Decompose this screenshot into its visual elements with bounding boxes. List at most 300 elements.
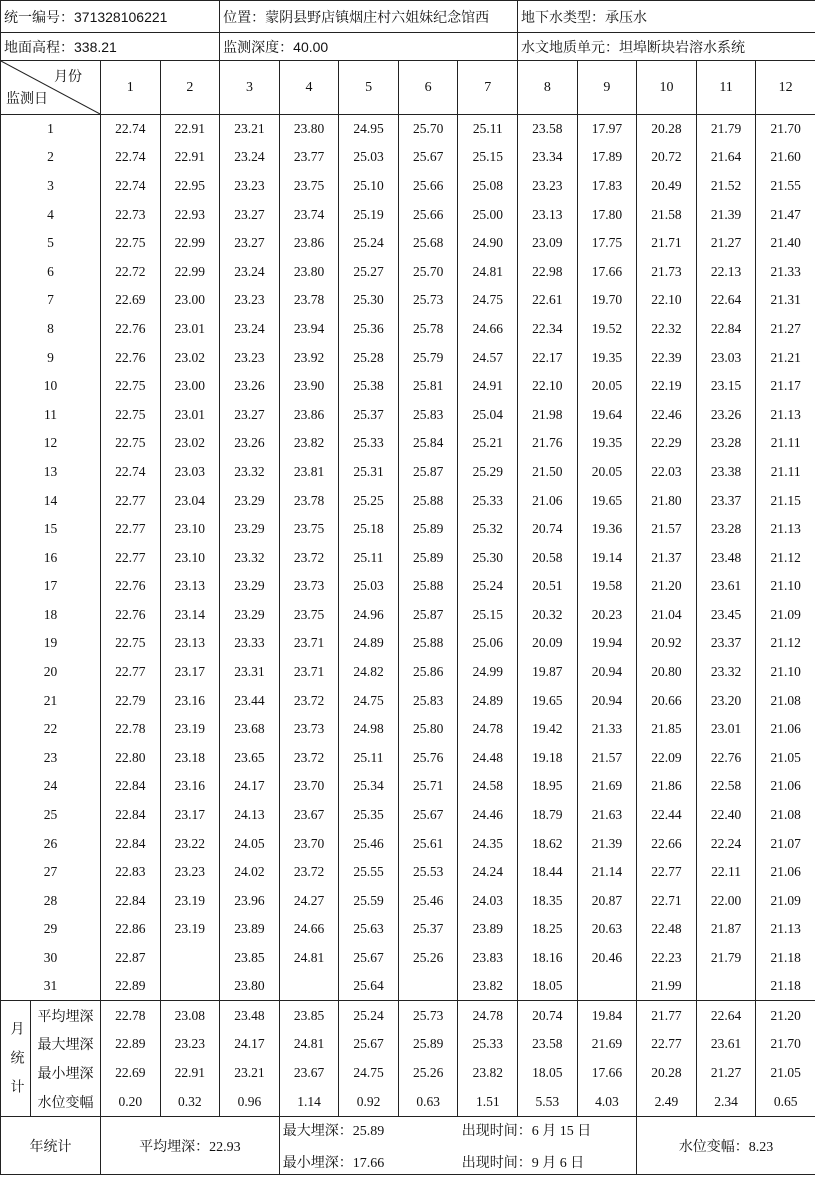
stat-value-cell: 1.14 — [279, 1088, 339, 1117]
table-row — [1, 400, 815, 429]
day-number-cell: 30 — [1, 944, 101, 973]
stat-value-cell: 22.64 — [696, 1001, 756, 1030]
depth-value-cell: 22.75 — [101, 229, 161, 258]
depth-value-cell: 23.17 — [160, 658, 220, 687]
depth-value-cell: 22.76 — [101, 315, 161, 344]
stat-value-cell: 25.67 — [339, 1030, 399, 1059]
depth-value-cell — [279, 972, 339, 1001]
depth-value-cell: 23.02 — [160, 343, 220, 372]
month-header: 6 — [398, 61, 458, 115]
ground-elevation: 地面高程：338.21 — [1, 33, 220, 61]
table-row — [1, 744, 815, 773]
depth-value-cell: 23.26 — [220, 372, 280, 401]
depth-value-cell: 23.04 — [160, 486, 220, 515]
groundwater-type: 地下水类型：承压水 — [518, 1, 815, 33]
depth-value-cell: 20.72 — [637, 143, 697, 172]
depth-value-cell: 25.38 — [339, 372, 399, 401]
depth-value-cell: 22.09 — [637, 744, 697, 773]
depth-value-cell: 23.01 — [696, 715, 756, 744]
depth-value-cell: 22.10 — [637, 286, 697, 315]
depth-value-cell: 20.09 — [518, 629, 578, 658]
stat-value-cell: 21.20 — [756, 1001, 815, 1030]
depth-value-cell — [398, 972, 458, 1001]
stat-row-label: 平均埋深 — [31, 1001, 101, 1030]
depth-value-cell: 22.64 — [696, 286, 756, 315]
depth-value-cell: 23.86 — [279, 229, 339, 258]
annual-mean-depth: 平均埋深：22.93 — [101, 1117, 280, 1175]
depth-value-cell: 20.58 — [518, 543, 578, 572]
depth-value-cell: 22.17 — [518, 343, 578, 372]
depth-value-cell: 21.13 — [756, 915, 815, 944]
depth-value-cell: 23.85 — [220, 944, 280, 973]
depth-value-cell: 23.29 — [220, 486, 280, 515]
depth-value-cell: 24.48 — [458, 744, 518, 773]
depth-value-cell: 22.72 — [101, 257, 161, 286]
depth-value-cell: 20.05 — [577, 372, 637, 401]
depth-value-cell: 23.23 — [518, 172, 578, 201]
depth-value-cell: 23.31 — [220, 658, 280, 687]
depth-value-cell: 21.12 — [756, 543, 815, 572]
depth-value-cell: 21.63 — [577, 801, 637, 830]
depth-value-cell: 22.74 — [101, 172, 161, 201]
depth-value-cell: 20.92 — [637, 629, 697, 658]
day-number-cell: 5 — [1, 229, 101, 258]
day-number-cell: 13 — [1, 458, 101, 487]
depth-value-cell: 25.03 — [339, 143, 399, 172]
depth-value-cell: 24.46 — [458, 801, 518, 830]
annual-max-time: 出现时间：6 月 15 日 — [461, 1123, 592, 1139]
day-number-cell: 29 — [1, 915, 101, 944]
depth-value-cell: 21.13 — [756, 400, 815, 429]
depth-value-cell: 19.52 — [577, 315, 637, 344]
table-row — [1, 629, 815, 658]
table-row — [1, 658, 815, 687]
depth-value-cell: 25.71 — [398, 772, 458, 801]
day-number-cell: 20 — [1, 658, 101, 687]
depth-value-cell: 22.98 — [518, 257, 578, 286]
day-number-cell: 17 — [1, 572, 101, 601]
depth-value-cell: 21.76 — [518, 429, 578, 458]
depth-value-cell: 25.46 — [339, 829, 399, 858]
depth-value-cell: 22.66 — [637, 829, 697, 858]
column-header-row — [1, 61, 815, 115]
depth-value-cell: 21.06 — [756, 772, 815, 801]
depth-value-cell: 22.00 — [696, 887, 756, 916]
depth-value-cell: 23.90 — [279, 372, 339, 401]
depth-value-cell: 22.84 — [101, 801, 161, 830]
depth-value-cell: 22.74 — [101, 143, 161, 172]
depth-value-cell: 20.51 — [518, 572, 578, 601]
table-row — [1, 601, 815, 630]
month-header: 8 — [518, 61, 578, 115]
depth-value-cell: 20.49 — [637, 172, 697, 201]
depth-value-cell: 25.27 — [339, 257, 399, 286]
depth-value-cell: 25.15 — [458, 601, 518, 630]
table-row — [1, 515, 815, 544]
depth-value-cell: 20.94 — [577, 686, 637, 715]
depth-value-cell: 22.99 — [160, 229, 220, 258]
depth-value-cell: 25.70 — [398, 257, 458, 286]
depth-value-cell: 23.67 — [279, 801, 339, 830]
depth-value-cell: 22.77 — [101, 486, 161, 515]
depth-value-cell: 25.89 — [398, 515, 458, 544]
depth-value-cell: 21.40 — [756, 229, 815, 258]
depth-value-cell: 25.28 — [339, 343, 399, 372]
depth-value-cell: 23.80 — [279, 257, 339, 286]
day-number-cell: 10 — [1, 372, 101, 401]
day-number-cell: 31 — [1, 972, 101, 1001]
depth-value-cell: 21.55 — [756, 172, 815, 201]
depth-value-cell: 22.95 — [160, 172, 220, 201]
depth-value-cell — [160, 972, 220, 1001]
depth-value-cell: 23.86 — [279, 400, 339, 429]
depth-value-cell: 25.34 — [339, 772, 399, 801]
day-number-cell: 3 — [1, 172, 101, 201]
table-row — [1, 143, 815, 172]
stat-value-cell: 21.70 — [756, 1030, 815, 1059]
stat-value-cell: 0.96 — [220, 1088, 280, 1117]
monthly-stats-group — [1, 1001, 31, 1117]
table-row — [1, 543, 815, 572]
depth-value-cell: 25.37 — [398, 915, 458, 944]
stat-value-cell: 22.89 — [101, 1030, 161, 1059]
depth-value-cell: 21.18 — [756, 972, 815, 1001]
depth-value-cell: 25.81 — [398, 372, 458, 401]
table-row — [1, 887, 815, 916]
stat-value-cell: 23.21 — [220, 1059, 280, 1088]
depth-value-cell: 20.66 — [637, 686, 697, 715]
depth-value-cell: 21.15 — [756, 486, 815, 515]
depth-value-cell: 21.85 — [637, 715, 697, 744]
day-number-cell: 14 — [1, 486, 101, 515]
depth-value-cell: 21.39 — [696, 200, 756, 229]
day-number-cell: 9 — [1, 343, 101, 372]
depth-value-cell: 23.74 — [279, 200, 339, 229]
stat-row-label: 水位变幅 — [31, 1088, 101, 1117]
table-row — [1, 458, 815, 487]
table-row — [1, 572, 815, 601]
depth-value-cell: 22.71 — [637, 887, 697, 916]
depth-value-cell: 24.96 — [339, 601, 399, 630]
depth-value-cell: 18.79 — [518, 801, 578, 830]
depth-value-cell: 25.30 — [339, 286, 399, 315]
depth-value-cell: 22.77 — [101, 515, 161, 544]
depth-value-cell: 17.89 — [577, 143, 637, 172]
depth-value-cell: 23.94 — [279, 315, 339, 344]
day-number-cell: 11 — [1, 400, 101, 429]
depth-value-cell: 21.86 — [637, 772, 697, 801]
stat-value-cell: 24.17 — [220, 1030, 280, 1059]
depth-value-cell: 23.19 — [160, 887, 220, 916]
depth-value-cell — [577, 972, 637, 1001]
depth-value-cell: 24.78 — [458, 715, 518, 744]
depth-value-cell: 22.76 — [696, 744, 756, 773]
depth-value-cell: 23.72 — [279, 858, 339, 887]
depth-value-cell: 23.61 — [696, 572, 756, 601]
table-row — [1, 944, 815, 973]
depth-value-cell: 23.71 — [279, 658, 339, 687]
depth-value-cell: 19.65 — [577, 486, 637, 515]
depth-value-cell: 21.05 — [756, 744, 815, 773]
depth-value-cell: 21.10 — [756, 572, 815, 601]
depth-value-cell: 23.89 — [458, 915, 518, 944]
depth-value-cell: 18.05 — [518, 972, 578, 1001]
depth-value-cell: 21.33 — [577, 715, 637, 744]
depth-value-cell: 23.32 — [696, 658, 756, 687]
depth-value-cell: 25.83 — [398, 400, 458, 429]
stat-value-cell: 25.89 — [398, 1030, 458, 1059]
depth-value-cell: 20.80 — [637, 658, 697, 687]
depth-value-cell: 22.74 — [101, 115, 161, 144]
depth-value-cell: 21.06 — [756, 715, 815, 744]
depth-value-cell: 17.66 — [577, 257, 637, 286]
depth-value-cell: 23.13 — [160, 629, 220, 658]
depth-value-cell: 23.37 — [696, 629, 756, 658]
depth-value-cell: 23.09 — [518, 229, 578, 258]
depth-value-cell: 25.86 — [398, 658, 458, 687]
depth-value-cell: 22.91 — [160, 143, 220, 172]
depth-value-cell: 22.61 — [518, 286, 578, 315]
depth-value-cell: 24.95 — [339, 115, 399, 144]
table-row — [1, 801, 815, 830]
depth-value-cell: 23.68 — [220, 715, 280, 744]
depth-value-cell: 22.80 — [101, 744, 161, 773]
depth-value-cell: 23.00 — [160, 286, 220, 315]
annual-stats-label: 年统计 — [1, 1117, 101, 1175]
depth-value-cell: 21.80 — [637, 486, 697, 515]
depth-value-cell: 23.03 — [696, 343, 756, 372]
depth-value-cell: 22.40 — [696, 801, 756, 830]
depth-value-cell: 23.27 — [220, 400, 280, 429]
depth-value-cell: 22.77 — [101, 543, 161, 572]
depth-value-cell: 23.28 — [696, 515, 756, 544]
depth-value-cell: 25.87 — [398, 601, 458, 630]
depth-value-cell: 25.64 — [339, 972, 399, 1001]
table-row — [1, 257, 815, 286]
depth-value-cell: 22.76 — [101, 572, 161, 601]
monthly-stats-label: 月统计 — [8, 1020, 24, 1108]
depth-value-cell: 21.69 — [577, 772, 637, 801]
station-info-row — [1, 1, 815, 33]
daily-rows — [1, 115, 815, 1001]
stat-value-cell: 0.65 — [756, 1088, 815, 1117]
month-header: 2 — [160, 61, 220, 115]
depth-value-cell: 25.29 — [458, 458, 518, 487]
depth-value-cell: 23.19 — [160, 715, 220, 744]
depth-value-cell: 21.11 — [756, 458, 815, 487]
depth-value-cell: 23.10 — [160, 515, 220, 544]
depth-value-cell: 25.24 — [339, 229, 399, 258]
stat-value-cell: 23.58 — [518, 1030, 578, 1059]
depth-value-cell: 17.97 — [577, 115, 637, 144]
depth-value-cell: 25.10 — [339, 172, 399, 201]
depth-value-cell: 21.06 — [756, 858, 815, 887]
depth-value-cell: 23.96 — [220, 887, 280, 916]
depth-value-cell: 23.82 — [458, 972, 518, 1001]
depth-value-cell: 19.18 — [518, 744, 578, 773]
stat-value-cell: 20.28 — [637, 1059, 697, 1088]
depth-value-cell: 21.60 — [756, 143, 815, 172]
depth-value-cell — [160, 944, 220, 973]
stat-value-cell: 0.32 — [160, 1088, 220, 1117]
day-number-cell: 19 — [1, 629, 101, 658]
depth-value-cell: 21.04 — [637, 601, 697, 630]
table-row — [1, 200, 815, 229]
depth-value-cell: 22.99 — [160, 257, 220, 286]
depth-value-cell: 23.34 — [518, 143, 578, 172]
depth-value-cell: 21.70 — [756, 115, 815, 144]
depth-value-cell: 21.12 — [756, 629, 815, 658]
depth-value-cell: 23.27 — [220, 200, 280, 229]
depth-value-cell: 21.99 — [637, 972, 697, 1001]
depth-value-cell: 22.24 — [696, 829, 756, 858]
depth-value-cell: 23.81 — [279, 458, 339, 487]
depth-value-cell: 23.22 — [160, 829, 220, 858]
depth-value-cell: 23.16 — [160, 772, 220, 801]
depth-value-cell: 22.46 — [637, 400, 697, 429]
depth-value-cell: 24.58 — [458, 772, 518, 801]
depth-value-cell: 22.32 — [637, 315, 697, 344]
depth-value-cell: 23.82 — [279, 429, 339, 458]
depth-value-cell: 23.26 — [696, 400, 756, 429]
month-header: 11 — [696, 61, 756, 115]
depth-value-cell: 19.35 — [577, 429, 637, 458]
depth-value-cell: 21.09 — [756, 887, 815, 916]
depth-value-cell: 22.10 — [518, 372, 578, 401]
depth-value-cell: 25.11 — [339, 543, 399, 572]
depth-value-cell: 23.29 — [220, 515, 280, 544]
depth-value-cell: 25.24 — [458, 572, 518, 601]
depth-value-cell: 23.27 — [220, 229, 280, 258]
depth-value-cell: 25.76 — [398, 744, 458, 773]
depth-value-cell: 21.18 — [756, 944, 815, 973]
depth-value-cell: 23.01 — [160, 400, 220, 429]
depth-value-cell: 25.36 — [339, 315, 399, 344]
depth-value-cell: 23.71 — [279, 629, 339, 658]
depth-value-cell: 25.67 — [398, 143, 458, 172]
depth-value-cell: 21.10 — [756, 658, 815, 687]
stat-value-cell: 21.27 — [696, 1059, 756, 1088]
depth-value-cell: 23.18 — [160, 744, 220, 773]
day-number-cell: 22 — [1, 715, 101, 744]
depth-value-cell: 23.19 — [160, 915, 220, 944]
depth-value-cell: 23.33 — [220, 629, 280, 658]
stat-value-cell: 18.05 — [518, 1059, 578, 1088]
depth-value-cell: 25.06 — [458, 629, 518, 658]
depth-value-cell: 20.94 — [577, 658, 637, 687]
table-row — [1, 315, 815, 344]
depth-value-cell: 23.73 — [279, 572, 339, 601]
depth-value-cell: 24.75 — [458, 286, 518, 315]
depth-value-cell: 25.53 — [398, 858, 458, 887]
depth-value-cell: 25.26 — [398, 944, 458, 973]
depth-value-cell: 21.73 — [637, 257, 697, 286]
table-row — [1, 686, 815, 715]
depth-value-cell: 21.50 — [518, 458, 578, 487]
annual-extremes — [279, 1117, 636, 1175]
depth-value-cell: 25.79 — [398, 343, 458, 372]
stat-value-cell: 17.66 — [577, 1059, 637, 1088]
depth-value-cell: 23.15 — [696, 372, 756, 401]
stat-value-cell: 22.91 — [160, 1059, 220, 1088]
depth-value-cell: 25.32 — [458, 515, 518, 544]
depth-value-cell: 23.44 — [220, 686, 280, 715]
depth-value-cell: 21.79 — [696, 944, 756, 973]
depth-value-cell: 22.39 — [637, 343, 697, 372]
depth-value-cell: 24.13 — [220, 801, 280, 830]
month-axis-label: 月份 — [54, 70, 82, 85]
depth-value-cell: 23.24 — [220, 143, 280, 172]
annual-max-depth: 最大埋深：25.89 — [282, 1123, 385, 1139]
depth-value-cell: 24.57 — [458, 343, 518, 372]
depth-value-cell: 19.70 — [577, 286, 637, 315]
day-number-cell: 12 — [1, 429, 101, 458]
stat-value-cell: 21.05 — [756, 1059, 815, 1088]
depth-value-cell: 25.67 — [398, 801, 458, 830]
depth-value-cell: 24.75 — [339, 686, 399, 715]
depth-value-cell: 20.23 — [577, 601, 637, 630]
depth-value-cell: 24.05 — [220, 829, 280, 858]
depth-value-cell: 25.89 — [398, 543, 458, 572]
depth-value-cell: 21.17 — [756, 372, 815, 401]
depth-value-cell: 23.02 — [160, 429, 220, 458]
depth-value-cell: 19.65 — [518, 686, 578, 715]
depth-value-cell: 25.11 — [339, 744, 399, 773]
stat-value-cell: 23.23 — [160, 1030, 220, 1059]
day-number-cell: 4 — [1, 200, 101, 229]
stat-value-cell: 23.67 — [279, 1059, 339, 1088]
table-row — [1, 229, 815, 258]
stat-value-cell: 1.51 — [458, 1088, 518, 1117]
depth-value-cell: 21.79 — [696, 115, 756, 144]
day-number-cell: 15 — [1, 515, 101, 544]
depth-value-cell: 23.17 — [160, 801, 220, 830]
stat-value-cell: 2.34 — [696, 1088, 756, 1117]
depth-value-cell: 23.23 — [160, 858, 220, 887]
depth-value-cell: 17.83 — [577, 172, 637, 201]
depth-value-cell: 23.16 — [160, 686, 220, 715]
depth-value-cell — [696, 972, 756, 1001]
stat-value-cell: 22.77 — [637, 1030, 697, 1059]
depth-value-cell: 21.21 — [756, 343, 815, 372]
depth-value-cell: 24.66 — [458, 315, 518, 344]
depth-value-cell: 22.76 — [101, 343, 161, 372]
depth-value-cell: 23.29 — [220, 572, 280, 601]
day-number-cell: 2 — [1, 143, 101, 172]
depth-value-cell: 18.62 — [518, 829, 578, 858]
day-number-cell: 26 — [1, 829, 101, 858]
depth-value-cell: 22.75 — [101, 629, 161, 658]
depth-value-cell: 22.03 — [637, 458, 697, 487]
depth-value-cell: 23.70 — [279, 772, 339, 801]
depth-value-cell: 23.72 — [279, 543, 339, 572]
depth-value-cell: 22.79 — [101, 686, 161, 715]
stat-value-cell: 4.03 — [577, 1088, 637, 1117]
table-row — [1, 172, 815, 201]
stat-value-cell: 23.08 — [160, 1001, 220, 1030]
stat-value-cell: 25.26 — [398, 1059, 458, 1088]
depth-value-cell: 22.84 — [101, 829, 161, 858]
month-header: 5 — [339, 61, 399, 115]
depth-value-cell: 23.45 — [696, 601, 756, 630]
depth-value-cell: 23.23 — [220, 286, 280, 315]
depth-value-cell: 19.87 — [518, 658, 578, 687]
day-number-cell: 27 — [1, 858, 101, 887]
stat-value-cell: 23.48 — [220, 1001, 280, 1030]
stat-value-cell: 19.84 — [577, 1001, 637, 1030]
depth-value-cell: 25.59 — [339, 887, 399, 916]
depth-value-cell: 21.58 — [637, 200, 697, 229]
